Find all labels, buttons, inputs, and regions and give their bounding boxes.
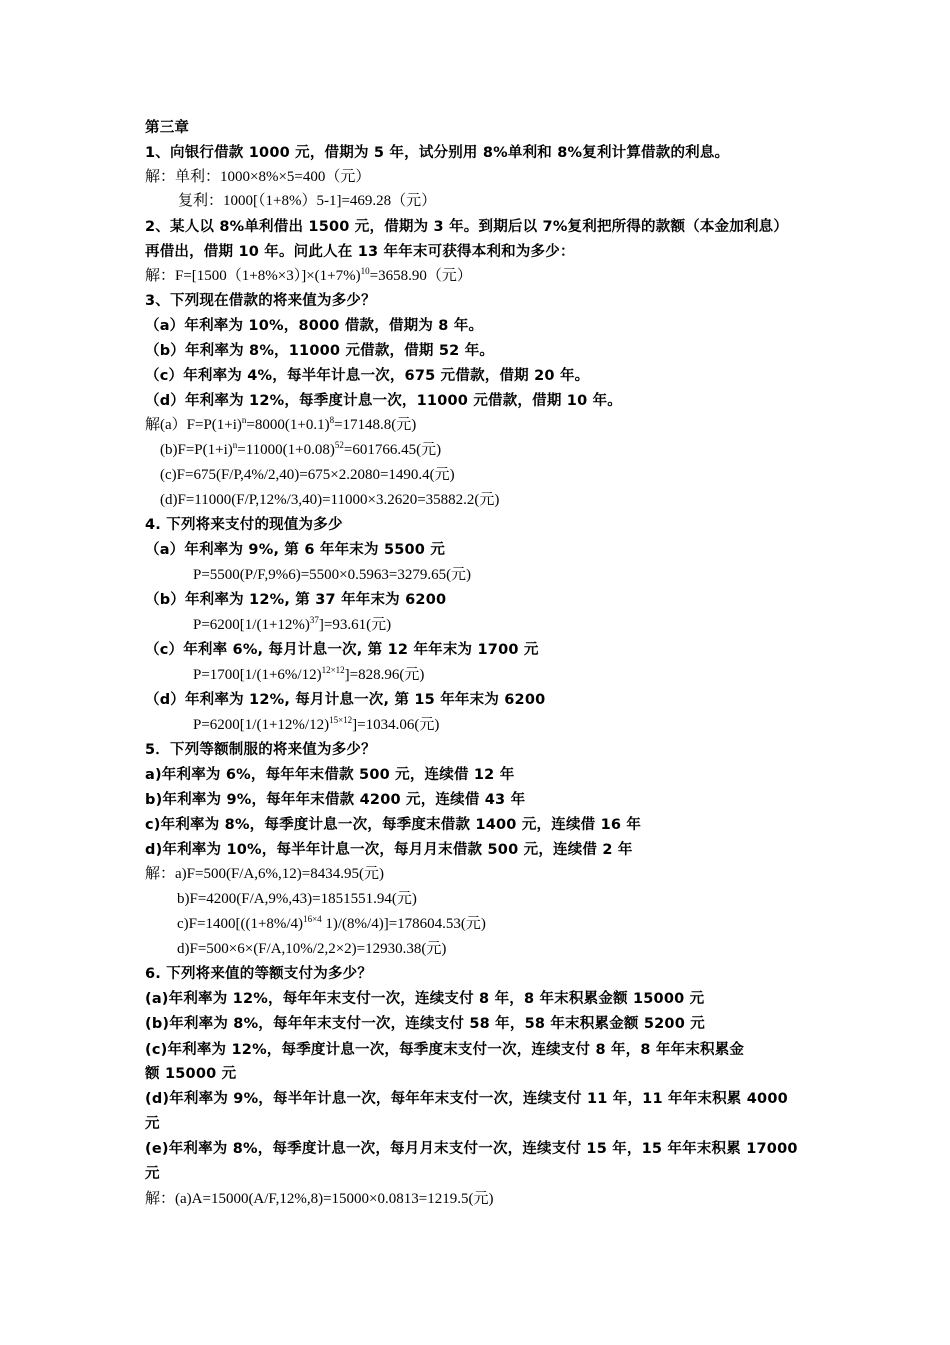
q4-answer-a: P=5500(P/F,9%6)=5500×0.5963=3279.65(元) <box>193 567 472 583</box>
q2-answer: 解：$F=[1500(1+8\%\times 3)]\times(1+7\%)^{10}=3658.90$（元） <box>145 266 472 284</box>
q5-item-b: b)年利率为 9%，每年年末借款 4200 元，连续借 43 年 <box>145 792 526 808</box>
q5-answer-a: 解：a)F=500(F/A,6%,12)=8434.95(元) <box>145 866 384 882</box>
q6-item-e-line-1: (e)年利率为 8%，每季度计息一次，每月月末支付一次，连续支付 15 年，15 年年末积累 17000 <box>145 1141 798 1157</box>
q3-item-a: （a）年利率为 10%，8000 借款，借期为 8 年。 <box>145 318 484 334</box>
q1-answer-simple: 解：单利：1000×8%×5=400（元） <box>145 169 371 185</box>
q4-item-d: （d）年利率为 12%, 每月计息一次, 第 15 年年末为 6200 <box>145 692 546 708</box>
q6-item-d-line-2: 元 <box>145 1116 160 1132</box>
q3-answer-b: $(b)F=P(1+i)^n=11000(1+0.08)^{52}=601766.45$(元) <box>160 440 442 458</box>
q5-item-a: a)年利率为 6%，每年年末借款 500 元，连续借 12 年 <box>145 767 515 783</box>
question-1: 1、向银行借款 1000 元，借期为 5 年，试分别用 8%单利和 8%复利计算借款的利息。 <box>145 145 730 161</box>
question-2-line-1: 2、某人以 8%单利借出 1500 元，借期为 3 年。到期后以 7%复利把所得的款额（本金加利息） <box>145 219 789 235</box>
q6-item-e-line-2: 元 <box>145 1166 160 1182</box>
question-4: 4. 下列将来支付的现值为多少 <box>145 517 343 533</box>
q5-answer-c: $c)F=1400[((1+8\%/4)^{16\times 4}$ 1)/(8%/4)]=178604.53(元) <box>177 914 486 932</box>
q6-item-d-line-1: (d)年利率为 9%，每半年计息一次，每年年末支付一次，连续支付 11 年，11 年年末积累 4000 <box>145 1091 788 1107</box>
q4-item-b: （b）年利率为 12%, 第 37 年年末为 6200 <box>145 592 447 608</box>
q5-item-c: c)年利率为 8%，每季度计息一次，每季度末借款 1400 元，连续借 16 年 <box>145 817 642 833</box>
chapter-heading: 第三章 <box>145 120 190 136</box>
q5-answer-b: b)F=4200(F/A,9%,43)=1851551.94(元) <box>177 891 417 907</box>
q3-item-d: （d）年利率为 12%，每季度计息一次，11000 元借款，借期 10 年。 <box>145 393 622 409</box>
q1-answer-compound: 复利：1000[（1+8%）5-1]=469.28（元） <box>178 193 437 209</box>
q6-item-c-line-1: (c)年利率为 12%，每季度计息一次，每季度末支付一次，连续支付 8 年，8 年年末积累金 <box>145 1042 745 1058</box>
q6-item-a: (a)年利率为 12%，每年年末支付一次，连续支付 8 年，8 年末积累金额 15000 元 <box>145 991 705 1007</box>
question-3: 3、下列现在借款的将来值为多少？ <box>145 293 376 309</box>
q5-item-d: d)年利率为 10%，每半年计息一次，每月月末借款 500 元，连续借 2 年 <box>145 842 633 858</box>
question-5: 5．下列等额制服的将来值为多少？ <box>145 742 376 758</box>
question-2-line-2: 再借出，借期 10 年。问此人在 13 年年末可获得本利和为多少： <box>145 244 575 260</box>
question-6: 6. 下列将来值的等额支付为多少？ <box>145 966 373 982</box>
q4-item-a: （a）年利率为 9%, 第 6 年年末为 5500 元 <box>145 542 446 558</box>
q6-answer-a: 解：(a)A=15000(A/F,12%,8)=15000×0.0813=1219.5(元) <box>145 1191 494 1207</box>
q5-answer-d: d)F=500×6×(F/A,10%/2,2×2)=12930.38(元) <box>177 941 447 957</box>
q3-answer-d: (d)F=11000(F/P,12%/3,40)=11000×3.2620=35882.2(元) <box>160 492 500 508</box>
q4-item-c: （c）年利率 6%, 每月计息一次, 第 12 年年末为 1700 元 <box>145 642 539 658</box>
q6-item-c-line-2: 额 15000 元 <box>145 1066 237 1082</box>
q4-answer-c: $P=1700[1/(1+6\%/12)^{12\times 12}]=828.96$(元) <box>193 665 425 683</box>
q3-answer-a: 解$(a)F=P(1+i)^n=8000(1+0.1)^8=17148.8$(元) <box>145 415 417 433</box>
q4-answer-b: $P=6200[1/(1+12\%)^{37}]=93.61$(元) <box>193 615 392 633</box>
q3-item-c: （c）年利率为 4%，每半年计息一次，675 元借款，借期 20 年。 <box>145 368 590 384</box>
q3-item-b: （b）年利率为 8%，11000 元借款，借期 52 年。 <box>145 343 495 359</box>
q3-answer-c: (c)F=675(F/P,4%/2,40)=675×2.2080=1490.4(元) <box>160 467 455 483</box>
q6-item-b: (b)年利率为 8%，每年年末支付一次，连续支付 58 年，58 年末积累金额 5200 元 <box>145 1016 705 1032</box>
q4-answer-d: $P=6200[1/(1+12\%/12)^{15\times 12}]=1034.06$(元) <box>193 715 440 733</box>
